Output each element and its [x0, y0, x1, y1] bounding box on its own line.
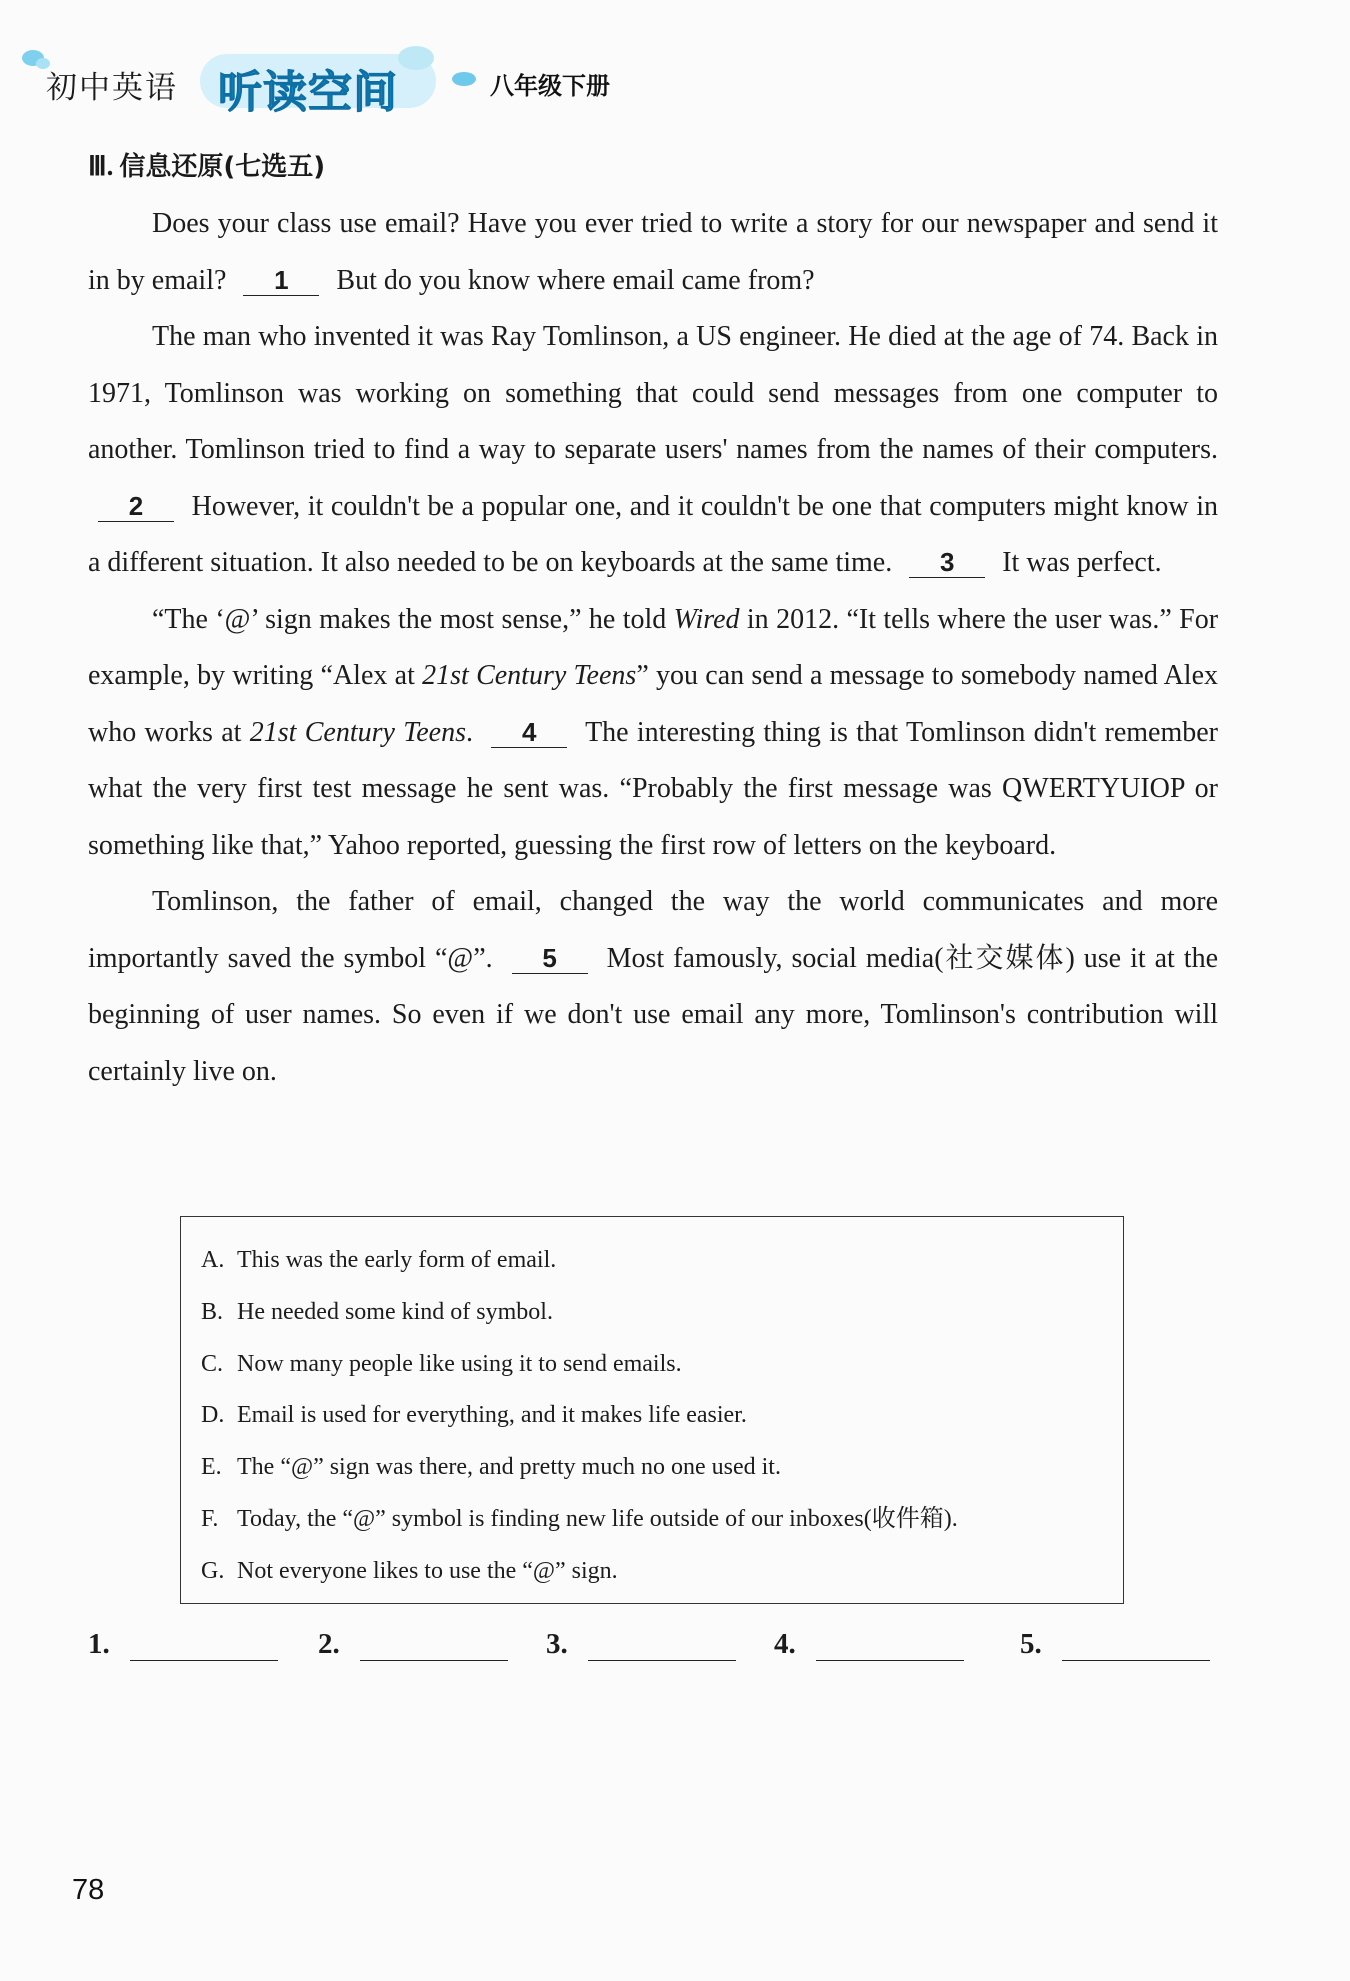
- paragraph-2: The man who invented it was Ray Tomlinson, a US engineer. He died at the age of 74. Back in 1971, Tomlinson was working on something that could send messages from one computer to another. Tomlinson tried to find a way to separate users' names from the names of their computers. 2 However, it couldn't be a popular one, and it couldn't be one that computers might know in a different situation. It also needed to be on keyboards at the same time. 3 It was perfect.: [88, 321, 1218, 578]
- section-heading: 信息还原(七选五): [119, 152, 326, 182]
- options-box: [180, 1216, 1124, 1604]
- paragraph-3: “The ‘@’ sign makes the most sense,” he told Wired in 2012. “It tells where the user was.” For example, by writing “Alex at 21st Century Teens” you can send a message to somebody named Alex who works at 21st Century Teens. 4 The interesting thing is that Tomlinson didn't remember what the very first test message he sent was. “Probably the first message was QWERTYUIOP or something like that,” Yahoo reported, guessing the first row of letters on the keyboard.: [88, 603, 1219, 861]
- answer-input-2[interactable]: [360, 1630, 508, 1661]
- option-c: C. Now many people like using it to send emails.: [201, 1350, 682, 1377]
- blank-3: 3: [909, 547, 985, 578]
- answer-input-4[interactable]: [816, 1630, 964, 1661]
- answer-slot-4: 4.: [774, 1628, 964, 1661]
- paragraph-4: Tomlinson, the father of email, changed the way the world communicates and more importantly saved the symbol “@”. 5 Most famously, social media(社交媒体) use it at the beginning of user names. So even if we don't use email any more, Tomlinson's contribution will certainly live on.: [88, 886, 1219, 1087]
- cloud-icon-grade: [452, 72, 476, 86]
- blank-2: 2: [98, 491, 174, 522]
- cloud-icon-brand: [398, 46, 434, 70]
- option-d: D. Email is used for everything, and it makes life easier.: [201, 1402, 747, 1429]
- paragraph-1: Does your class use email? Have you ever tried to write a story for our newspaper and send it in by email? 1 But do you know where email came from?: [88, 208, 1218, 296]
- blank-5: 5: [512, 943, 588, 974]
- answer-slot-3: 3.: [546, 1628, 736, 1661]
- section-number: Ⅲ.: [88, 151, 114, 181]
- answer-slot-1: 1.: [88, 1628, 278, 1661]
- answer-input-3[interactable]: [588, 1630, 736, 1661]
- answer-slot-5: 5.: [1020, 1628, 1210, 1661]
- option-b: B. He needed some kind of symbol.: [201, 1298, 553, 1325]
- option-g: G. Not everyone likes to use the “@” sign.: [201, 1557, 618, 1584]
- answer-input-1[interactable]: [130, 1630, 278, 1661]
- page-number: 78: [72, 1874, 105, 1906]
- answer-input-5[interactable]: [1062, 1630, 1210, 1661]
- blank-4: 4: [491, 717, 567, 748]
- blank-1: 1: [243, 265, 319, 296]
- grade-label: 八年级下册: [490, 72, 610, 100]
- reading-passage: [88, 196, 1218, 1100]
- brand-logo: [200, 48, 436, 118]
- brand-name: 听读空间: [218, 67, 398, 118]
- answer-slot-2: 2.: [318, 1628, 508, 1661]
- series-title: 初中英语: [46, 70, 178, 106]
- page-header: [22, 44, 722, 124]
- section-title: [88, 146, 325, 183]
- option-a: A. This was the early form of email.: [201, 1247, 557, 1273]
- option-f: F. Today, the “@” symbol is finding new life outside of our inboxes(收件箱).: [201, 1505, 958, 1532]
- option-e: E. The “@” sign was there, and pretty much no one used it.: [201, 1454, 781, 1481]
- answer-row: [88, 1628, 1218, 1678]
